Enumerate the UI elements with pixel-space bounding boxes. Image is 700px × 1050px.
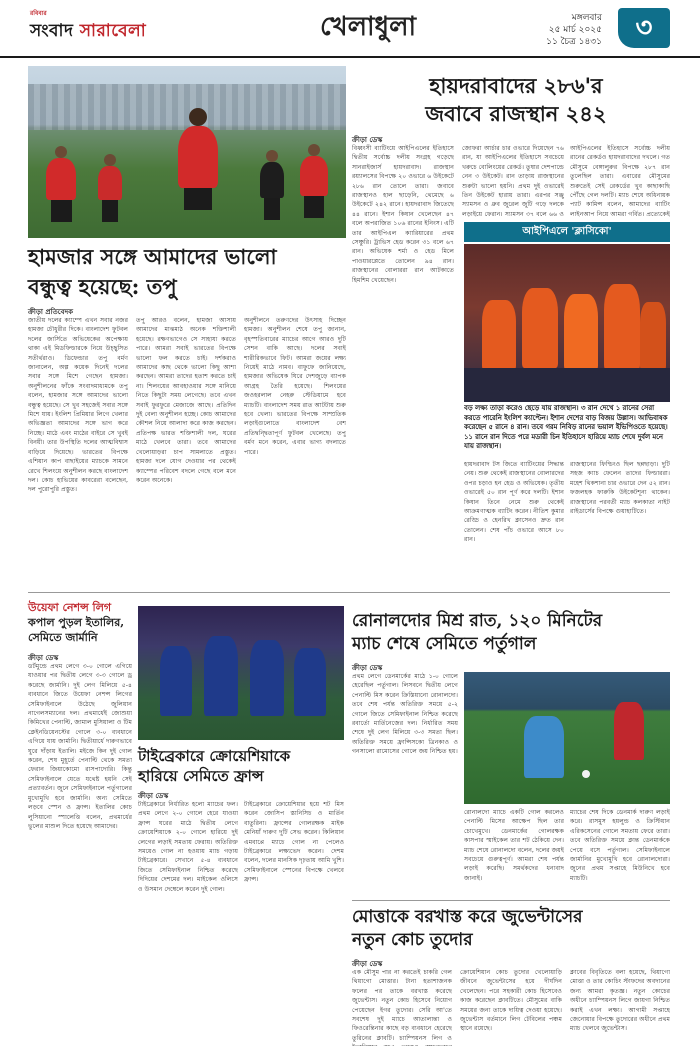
player-figure [294,648,326,716]
issue-date-gregorian: ২৫ মার্চ ২০২৫ [548,25,602,35]
logo-wordmark [30,18,146,46]
player-figure [98,166,122,200]
player-figure [564,294,598,370]
ipl-body-col-2: রাজস্থানের ফিল্ডিংও ছিল ছন্নছাড়া। দুটি সহজ ক্যাচ ফেলেন তাদের ফিল্ডাররা। মহেশ থিকশানা চার ওভারে দেন ৫২ রান। ফজলহক ফারুকি উইকেটশূন্য থাকেন। রাজস্থানের পরবর্তী ম্যাচ কলকাতা নাইট রাইডার্সের বিপক্ষে গুয়াহাটিতে। [570,461,670,516]
germany-headline-line-2: কপাল পুড়ল ইতালির, [28,616,125,629]
newspaper-logo[interactable] [30,8,190,46]
juventus-byline: ক্রীড়া ডেস্ক [352,960,383,968]
france-story-photo[interactable] [138,606,344,740]
germany-headline-kicker: উয়েফা নেশন্স লিগ [28,601,112,614]
ipl-sidebar-label: আইপিএলে 'ক্লাসিকো' [464,222,670,242]
tapu-headline-line-1: হামজার সঙ্গে আমাদের ভালো [28,244,277,269]
section-divider [352,900,670,901]
logo-word-1: সংবাদ [30,21,74,41]
ipl-team-photo[interactable] [464,244,670,402]
goalkeeper-figure [524,716,564,778]
germany-headline[interactable] [28,600,132,645]
issue-date-bangla: ১১ চৈত্র ১৪৩১ [546,37,602,47]
player-figure [522,288,558,368]
tapu-body-col-3: অনুশীলনে তরুণদের উৎসাহ দিচ্ছেন হামজা। অনুশীলন শেষে তপু জানান, বৃহস্পতিবারের ম্যাচের আগে আরও দুটি সেশন বাকি আছে। দলের সবাই শারীরিকভাবে ফিট। আমরা জয়ের লক্ষ্য নিয়েই মাঠে নামব। বাফুফে জানিয়েছে, হামজার অভিষেক ঘিরে দেশজুড়ে ব্যাপক আগ্রহ তৈরি হয়েছে। শিলংয়ের জওহরলাল নেহরু স্টেডিয়ামে হবে ম্যাচটি। বাংলাদেশ সময় রাত আটটায় শুরু হবে খেলা। ভারতের বিপক্ষে সাম্প্রতিক লড়াইগুলোতে বাংলাদেশ বেশ প্রতিদ্বন্দ্বিতাপূর্ণ ফুটবল খেলেছে। তপু বর্মণ মনে করেন, এবার ভাগ্য বদলাতে পারে। [244,317,346,456]
juventus-headline-line-2: নতুন কোচ তুদোর [352,930,473,950]
logo-word-2: সারাবেলা [79,21,147,41]
tapu-body-col-1: জাতীয় দলের ক্যাম্পে এখন সবার নজর হামজা চৌধুরীর দিকে। বাংলাদেশ ফুটবল দলের জার্সিতে অভিষেকের অপেক্ষায় থাকা এই মিডফিল্ডারকে নিয়ে উচ্ছ্বসিত সতীর্থরাও। ডিফেন্ডার তপু বর্মণ জানালেন, অল্প কয়েক দিনেই দলের সবার সঙ্গে মিশে গেছেন হামজা। অনুশীলনের ফাঁকে সংবাদমাধ্যমকে তপু বলেন, হামজার সঙ্গে আমাদের ভালো বন্ধুত্ব হয়েছে। সে খুব সহজেই সবার সঙ্গে মিশে যায়। ইংলিশ প্রিমিয়ার লিগে খেলার অভিজ্ঞতা আমাদের সঙ্গে ভাগ করে নিচ্ছে। মাঠে এবং মাঠের বাইরে সে খুবই বিনয়ী। তার উপস্থিতি দলের আত্মবিশ্বাস বাড়িয়ে দিয়েছে। ভারতের বিপক্ষে এশিয়ান কাপ বাছাইয়ের ম্যাচকে সামনে রেখে শিলংয়ে অনুশীলন করছে বাংলাদেশ দল। কোচ হাভিয়ের কাবরেরা বলেছেন, দল পুরোপুরি প্রস্তুত। [28,317,128,494]
ronaldo-headline-line-2: ম্যাচ শেষে সেমিতে পর্তুগাল [352,634,537,654]
tapu-headline-line-2: বন্ধুত্ব হয়েছে: তপু [28,274,177,299]
france-body-col-2: টাইব্রেকারে ক্রোয়েশিয়ার হয়ে শট মিস করেন জোসিপ স্তানিসিচ ও মার্তিন বাতুরিনা। ফ্রান্সের গোলরক্ষক মাইক মেনিয়াঁ দারুণ দুটি সেভ করেন। কিলিয়ান এমবাপ্পে ম্যাচে গোল না পেলেও টাইব্রেকারে লক্ষ্যভেদ করেন। দেশম বলেন, দলের মানসিক দৃঢ়তায় আমি খুশি। সেমিফাইনালে স্পেনের বিপক্ষে খেলবে ফ্রান্স। [244,801,344,884]
rajasthan-headline[interactable] [360,72,672,128]
france-headline-line-1: টাইব্রেকারে ক্রোয়েশিয়াকে [138,747,291,765]
ball-icon [582,770,590,778]
section-divider [28,592,670,593]
rajasthan-headline-line-1: হায়দরাবাদের ২৮৬'র [429,73,603,98]
player-figure [640,302,666,370]
rajasthan-body-col-1: বিধ্বংসী ব্যাটিংয়ে আইপিএলের ইতিহাসে দ্বিতীয় সর্বোচ্চ দলীয় সংগ্রহ গড়েছে সানরাইজার্স হায়দরাবাদ। রাজস্থান রয়্যালসের বিপক্ষে ২০ ওভারে ৬ উইকেটে ২৮৬ রান তোলে তারা। জবাবে রাজস্থানও হাল ছাড়েনি, থেমেছে ৬ উইকেটে ২৪২ রানে। হায়দরাবাদ জিতেছে ৪৪ রানে। ইশান কিষান খেলেছেন ৪৭ বলে অপরাজিত ১০৬ রানের ইনিংস। এটি তার আইপিএল ক্যারিয়ারের প্রথম সেঞ্চুরি। ট্রাভিস হেড করেন ৩১ বলে ৬৭ রান। অভিষেক শর্মা ও হেড মিলে পাওয়ারপ্লেতে তোলেন ৯৪ রান। রাজস্থানের বোলাররা রান আটকাতে হিমশিম খেয়েছেন। [352,145,454,284]
player-figure [260,162,284,198]
issue-date [512,12,602,48]
section-title: খেলাধুলা [320,12,417,42]
rajasthan-headline-line-2: জবাবে রাজস্থান ২৪২ [425,101,607,126]
player-figure [250,640,284,716]
ronaldo-body-col-3: ম্যাচের শেষ দিকে ডেনমার্ক দারুণ লড়াই করে। রাসমুস হয়লুন্ড ও ক্রিস্টিয়ান এরিকসেনের গোলে সমতায় ফেরে তারা। তবে অতিরিক্ত সময়ে ক্লান্ত ডেনমার্ককে পেয়ে বসে পর্তুগাল। সেমিফাইনালে জার্মানির মুখোমুখি হবে রোনালদোরা। জুনের প্রথম সপ্তাহে মিউনিখে হবে ম্যাচটি। [570,809,670,882]
ronaldo-body-col-1: প্রথম লেগে ডেনমার্কের মাঠে ১-০ গোলে হেরেছিল পর্তুগাল। লিসবনে দ্বিতীয় লেগে পেনাল্টি মিস করেন ক্রিস্তিয়ানো রোনালদো। তবে শেষ পর্যন্ত অতিরিক্ত সময়ে ৫-২ গোলে জিতে সেমিফাইনাল নিশ্চিত করেছে রবার্তো মার্তিনেজের দল। নির্ধারিত সময় শেষে দুই লেগ মিলিয়ে ৩-৩ সমতা ছিল। অতিরিক্ত সময়ে ফ্রান্সিসকো ত্রিনকাও ও গনসালো রামোসের গোলে জয় নিশ্চিত হয়। [352,673,458,756]
rajasthan-body-col-3: আইপিএলের ইতিহাসে সর্বোচ্চ দলীয় রানের রেকর্ডও হায়দরাবাদের দখলে। গত মৌসুমে বেঙ্গালুরুর বিপক্ষে ২৮৭ রান তুলেছিল তারা। এবারের মৌসুমের শুরুতেই সেই রেকর্ডের খুব কাছাকাছি পৌঁছে গেল দলটি। ম্যাচ শেষে অধিনায়ক প্যাট কামিন্স বলেন, আমাদের ব্যাটিং লাইনআপ নিয়ে আমরা গর্বিত। প্রত্যেকেই [570,145,670,218]
player-figure [482,300,516,370]
player-figure [604,284,640,370]
tapu-body-col-2: তপু আরও বলেন, হামজা আসায় আমাদের মাঝমাঠ অনেক শক্তিশালী হয়েছে। রক্ষণভাগেও সে সাহায্য করতে পারে। আমরা সবাই ভারতের বিপক্ষে ভালো ফল করতে চাই। দর্শকরাও আমাদের কাছ থেকে ভালো কিছু আশা করছেন। আমরা তাদের হতাশ করতে চাই না। শিলংয়ের আবহাওয়ার সঙ্গে মানিয়ে নিতে কিছুটা সময় লেগেছে। তবে এখন সবাই ফুরফুরে মেজাজে আছে। প্রতিদিন দুই বেলা অনুশীলন হচ্ছে। কোচ আমাদের কৌশল নিয়ে আলাদা করে কাজ করছেন। প্রতিপক্ষ ভারত শক্তিশালী দল, ঘরের মাঠে খেলবে তারা। তবে আমাদের খেলোয়াড়রা চাপ সামলাতে প্রস্তুত। হামজা দলে যোগ দেওয়ার পর থেকেই ক্যাম্পের পরিবেশ বদলে গেছে বলে মনে করেন অনেকে। [136,317,236,484]
ronaldo-story-photo[interactable] [464,672,670,804]
stadium-stand [28,84,346,130]
juventus-body-col-3: ক্লাবের বিবৃতিতে বলা হয়েছে, থিয়াগো মোত্তা ও তার কোচিং স্টাফদের অবদানের জন্য আমরা কৃতজ্ঞ। নতুন কোচের অধীনে চ্যাম্পিয়নস লিগে জায়গা নিশ্চিত করাই এখন লক্ষ্য। আগামী সপ্তাহে জেনোয়ার বিপক্ষে তুদোরের অধীনে প্রথম ম্যাচ খেলবে জুভেন্টাস। [570,969,670,1033]
player-figure [204,636,238,716]
player-figure [178,126,218,188]
player-figure [160,646,192,716]
page-number-badge: ৩ [618,8,670,48]
juventus-headline-line-1: মোত্তাকে বরখাস্ত করে জুভেন্টাসের [352,907,583,927]
ground-strip [464,368,670,402]
ipl-body-col-1: হায়দরাবাদ টস জিতে ব্যাটিংয়ের সিদ্ধান্ত নেয়। শুরু থেকেই রাজস্থানের বোলারদের ওপর চড়াও হন হেড ও অভিষেক। তৃতীয় ওভারেই ৫০ রান পূর্ণ করে দলটি। ইশান কিষান তিনে নেমে শুরু থেকেই আক্রমণাত্মক ব্যাটিং করেন। নীতিশ কুমার রেড্ডি ও হেনরিখ ক্লাসেনও দ্রুত রান তোলেন। শেষ পাঁচ ওভারে আসে ৮০ রান। [464,461,564,544]
player-figure [46,158,76,200]
france-headline-line-2: হারিয়ে সেমিতে ফ্রান্স [138,767,264,785]
juventus-body-col-1: এক মৌসুম পার না করতেই চাকরি গেল থিয়াগো মোত্তার। টানা হতাশাজনক ফলের পর তাকে বরখাস্ত করেছে জুভেন্টাস। নতুন কোচ হিসেবে নিয়োগ পেয়েছেন ইগর তুদোর। সেরি আ'তে সবশেষ দুই ম্যাচে আতালান্তা ও ফিওরেন্তিনার কাছে বড় ব্যবধানে হেরেছে তুরিনের ক্লাবটি। চ্যাম্পিয়নস লিগ ও [352,969,452,1042]
masthead [0,0,700,58]
france-headline[interactable] [138,746,344,786]
rajasthan-byline: ক্রীড়া ডেস্ক [352,136,383,144]
tapu-story-photo[interactable] [28,66,346,238]
rajasthan-body-col-2: জোফরা আর্চার চার ওভারে দিয়েছেন ৭৬ রান, যা আইপিএলের ইতিহাসে সবচেয়ে খরুচে বোলিংয়ের রেকর্ড। তুষার দেশপান্ডে নেন ৩ উইকেট। রান তাড়ায় রাজস্থানের শুরুটা ভালো হয়নি। প্রথম দুই ওভারেই তিন উইকেট হারায় তারা। এরপর সঞ্জু স্যামসন ও ধ্রুব জুরেল জুটি গড়ে দলকে লড়াইয়ে ফেরান। স্যামসন ৩৭ বলে ৬৬ ও [462,145,564,218]
germany-headline-line-3: সেমিতে জার্মানি [28,631,98,644]
ipl-photo-caption: বড় লক্ষ্য তাড়া করেও ছেড়ে যায় রাজস্থান। ৩ রান দেখে ১ রানের সেরা করতে পারেনি ইংলিশ ক্যাপ্টেন। ইশান দেশের বাড় বিজয় উল্লাস। আভিবাষক করেছেন ৫ রানে ৪ রান। তবে গরম নিবিড় রানের ভয়াল ইভিপিওতে হয়েছে। ১১ রানে রান দিতে পরে মডারী চিন ইতিহাসে হারিয়ে ম্যাচ শেষে দুর্বল মনে যায় রাজস্থান। [464,404,668,451]
ronaldo-headline[interactable] [352,610,672,656]
ronaldo-byline: ক্রীড়া ডেস্ক [352,664,383,672]
france-byline: ক্রীড়া ডেস্ক [138,792,169,800]
juventus-headline[interactable] [352,906,672,952]
ronaldo-body-col-2: রোনালদো ম্যাচে একটি গোল করলেও পেনাল্টি মিসের আক্ষেপ ছিল তার চোখেমুখে। ডেনমার্কের গোলরক্ষক কাসপার স্মাইকেল তার শট ঠেকিয়ে দেন। ম্যাচ শেষে রোনালদো বলেন, দলের জয়ই সবচেয়ে গুরুত্বপূর্ণ। আমরা শেষ পর্যন্ত লড়াই করেছি। সমর্থকদের ধন্যবাদ জানাই। [464,809,564,882]
juventus-body-col-2: ক্রোয়েশিয়ান কোচ তুদোর খেলোয়াড়ি জীবনে জুভেন্টাসের হয়ে দীর্ঘদিন খেলেছেন। পরে সহকারী কোচ হিসেবেও কাজ করেছেন ক্লাবটিতে। মৌসুমের বাকি সময়ের জন্য তাকে দায়িত্ব দেওয়া হয়েছে। জুভেন্টাস বর্তমানে লিগ টেবিলের পঞ্চম স্থানে রয়েছে। [460,969,562,1033]
player-figure [614,702,644,760]
ronaldo-headline-line-1: রোনালদোর মিশ্র রাত, ১২০ মিনিটের [352,611,603,631]
tapu-byline: ক্রীড়া প্রতিবেদক [28,308,74,316]
tapu-headline[interactable] [28,242,346,302]
germany-byline: ক্রীড়া ডেস্ক [28,654,59,662]
logo-tagline: রবিবার [30,10,47,17]
player-figure [300,156,328,196]
issue-weekday: মঙ্গলবার [571,13,602,23]
france-body-col-1: টাইব্রেকারে নির্ধারিত হলো ম্যাচের ফল। প্রথম লেগে ২-০ গোলে হেরে যাওয়া ফ্রান্স ঘরের মাঠে দ্বিতীয় লেগে ক্রোয়েশিয়াকে ২-০ গোলে হারিয়ে দুই লেগের লড়াই সমতায় ফেরায়। অতিরিক্ত সময়েও গোল না হওয়ায় ম্যাচ গড়ায় টাইব্রেকারে। সেখানে ৫-৪ ব্যবধানে জিতে সেমিফাইনাল নিশ্চিত করেছে দিদিয়ের দেশমের দল। মাইকেল ওলিসে ও উসমান দেম্বেলে করেন দুই গোল। [138,801,238,893]
germany-body-col-1: ডর্টমুন্ডে প্রথম লেগে ৩-০ গোলে এগিয়ে যাওয়ার পর দ্বিতীয় লেগে ৩-৩ গোলে ড্র করেছে জার্মানি। দুই লেগ মিলিয়ে ৫-৪ ব্যবধানে জিতে উয়েফা নেশন্স লিগের সেমিফাইনালে উঠেছে জুলিয়ান নাগেলসম্যানের দল। প্রথমার্ধেই জোশুয়া কিমিখের পেনাল্টি, জামাল মুসিয়ালা ও টিম ক্লেইনডিয়েনস্টের গোলে ৩-০ ব্যবধানে এগিয়ে যায় জার্মানি। দ্বিতীয়ার্ধে দারুণভাবে ঘুরে দাঁড়ায় ইতালি। মইজে কিন দুই গোল করেন, শেষ মুহূর্তে পেনাল্টি থেকে সমতা ফেরান জিয়াকোমো রাসপাদোরি। কিন্তু সেমিফাইনালে যেতে যথেষ্ট হয়নি সেই প্রত্যাবর্তন। জুনে সেমিফাইনালে পর্তুগালের মুখোমুখি হবে জার্মানি। অন্য সেমিতে লড়বে স্পেন ও ফ্রান্স। ইতালির কোচ লুসিয়ানো স্পালেত্তি বলেন, প্রথমার্ধের ভুলের মাশুল দিতে হয়েছে আমাদের। [28,663,132,830]
